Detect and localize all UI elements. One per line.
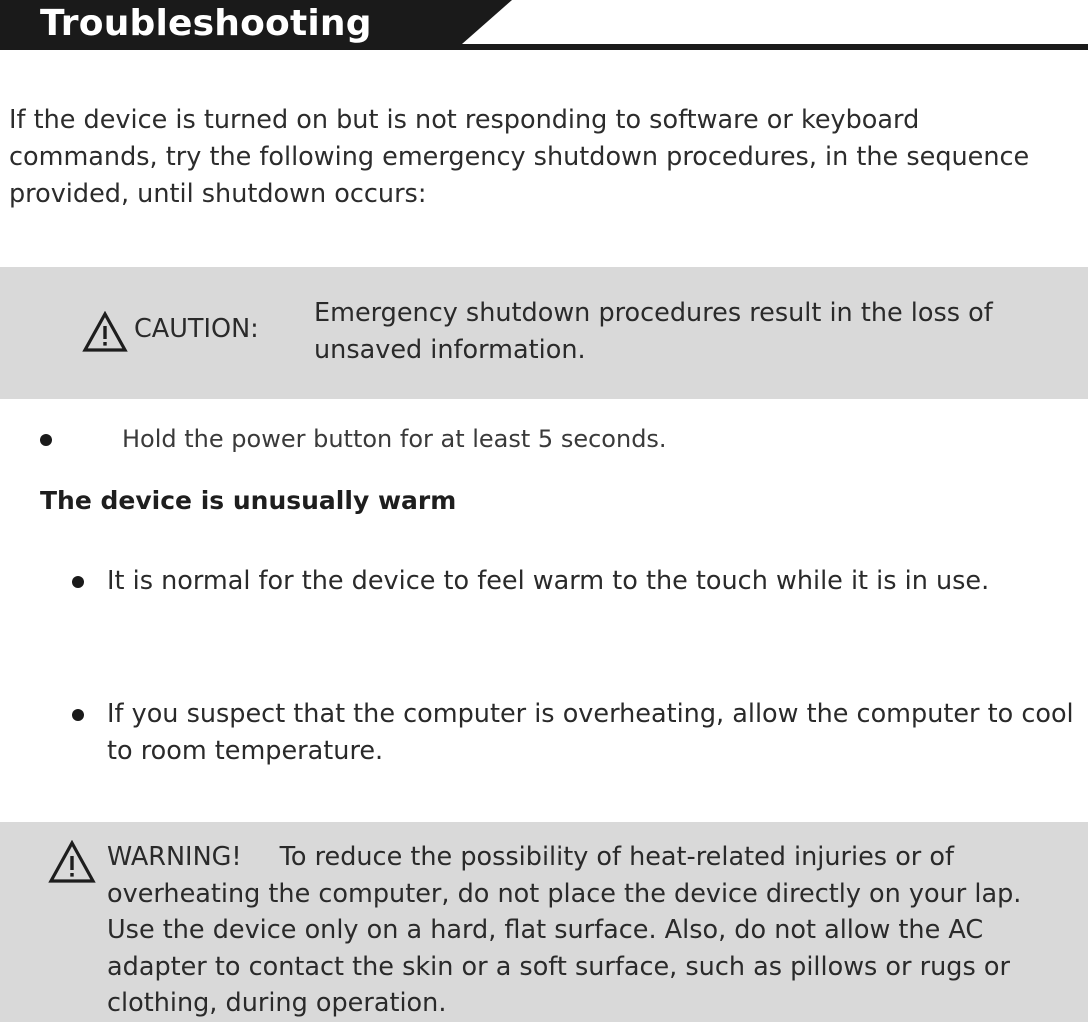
warning-triangle-icon [82, 311, 128, 353]
warning-label: WARNING! [107, 842, 242, 872]
intro-paragraph: If the device is turned on but is not responding to software or keyboard commands, try the following emergency shutdown procedures, in the sequence provided, until shutdown occurs: [9, 105, 1030, 209]
warning-box [0, 822, 1088, 1022]
section-header [0, 0, 1088, 52]
bullet-icon [40, 434, 52, 446]
caution-text: Emergency shutdown procedures result in the loss of unsaved information. [314, 298, 993, 365]
list-item: It is normal for the device to feel warm to the touch while it is in use. [107, 566, 990, 596]
caution-box [0, 267, 1088, 399]
list-item: Hold the power button for at least 5 seconds. [122, 425, 667, 453]
list-item: If you suspect that the computer is overheating, allow the computer to cool to room temperature. [107, 699, 1074, 766]
warning-text: To reduce the possibility of heat-related injuries or of overheating the computer, do not place the device directly on your lap. Use the device only on a hard, flat surface. Also, do not allow the AC adapter to contact the skin or a soft surface, such as pillows or rugs or clothing, during operation. [107, 842, 1022, 1018]
caution-label: CAUTION: [134, 314, 259, 344]
bullet-icon [72, 576, 84, 588]
page-title: Troubleshooting [40, 3, 372, 44]
warning-triangle-icon [48, 840, 96, 884]
bullet-icon [72, 709, 84, 721]
section-subheading: The device is unusually warm [40, 486, 457, 515]
warning-paragraph [107, 839, 1067, 1022]
